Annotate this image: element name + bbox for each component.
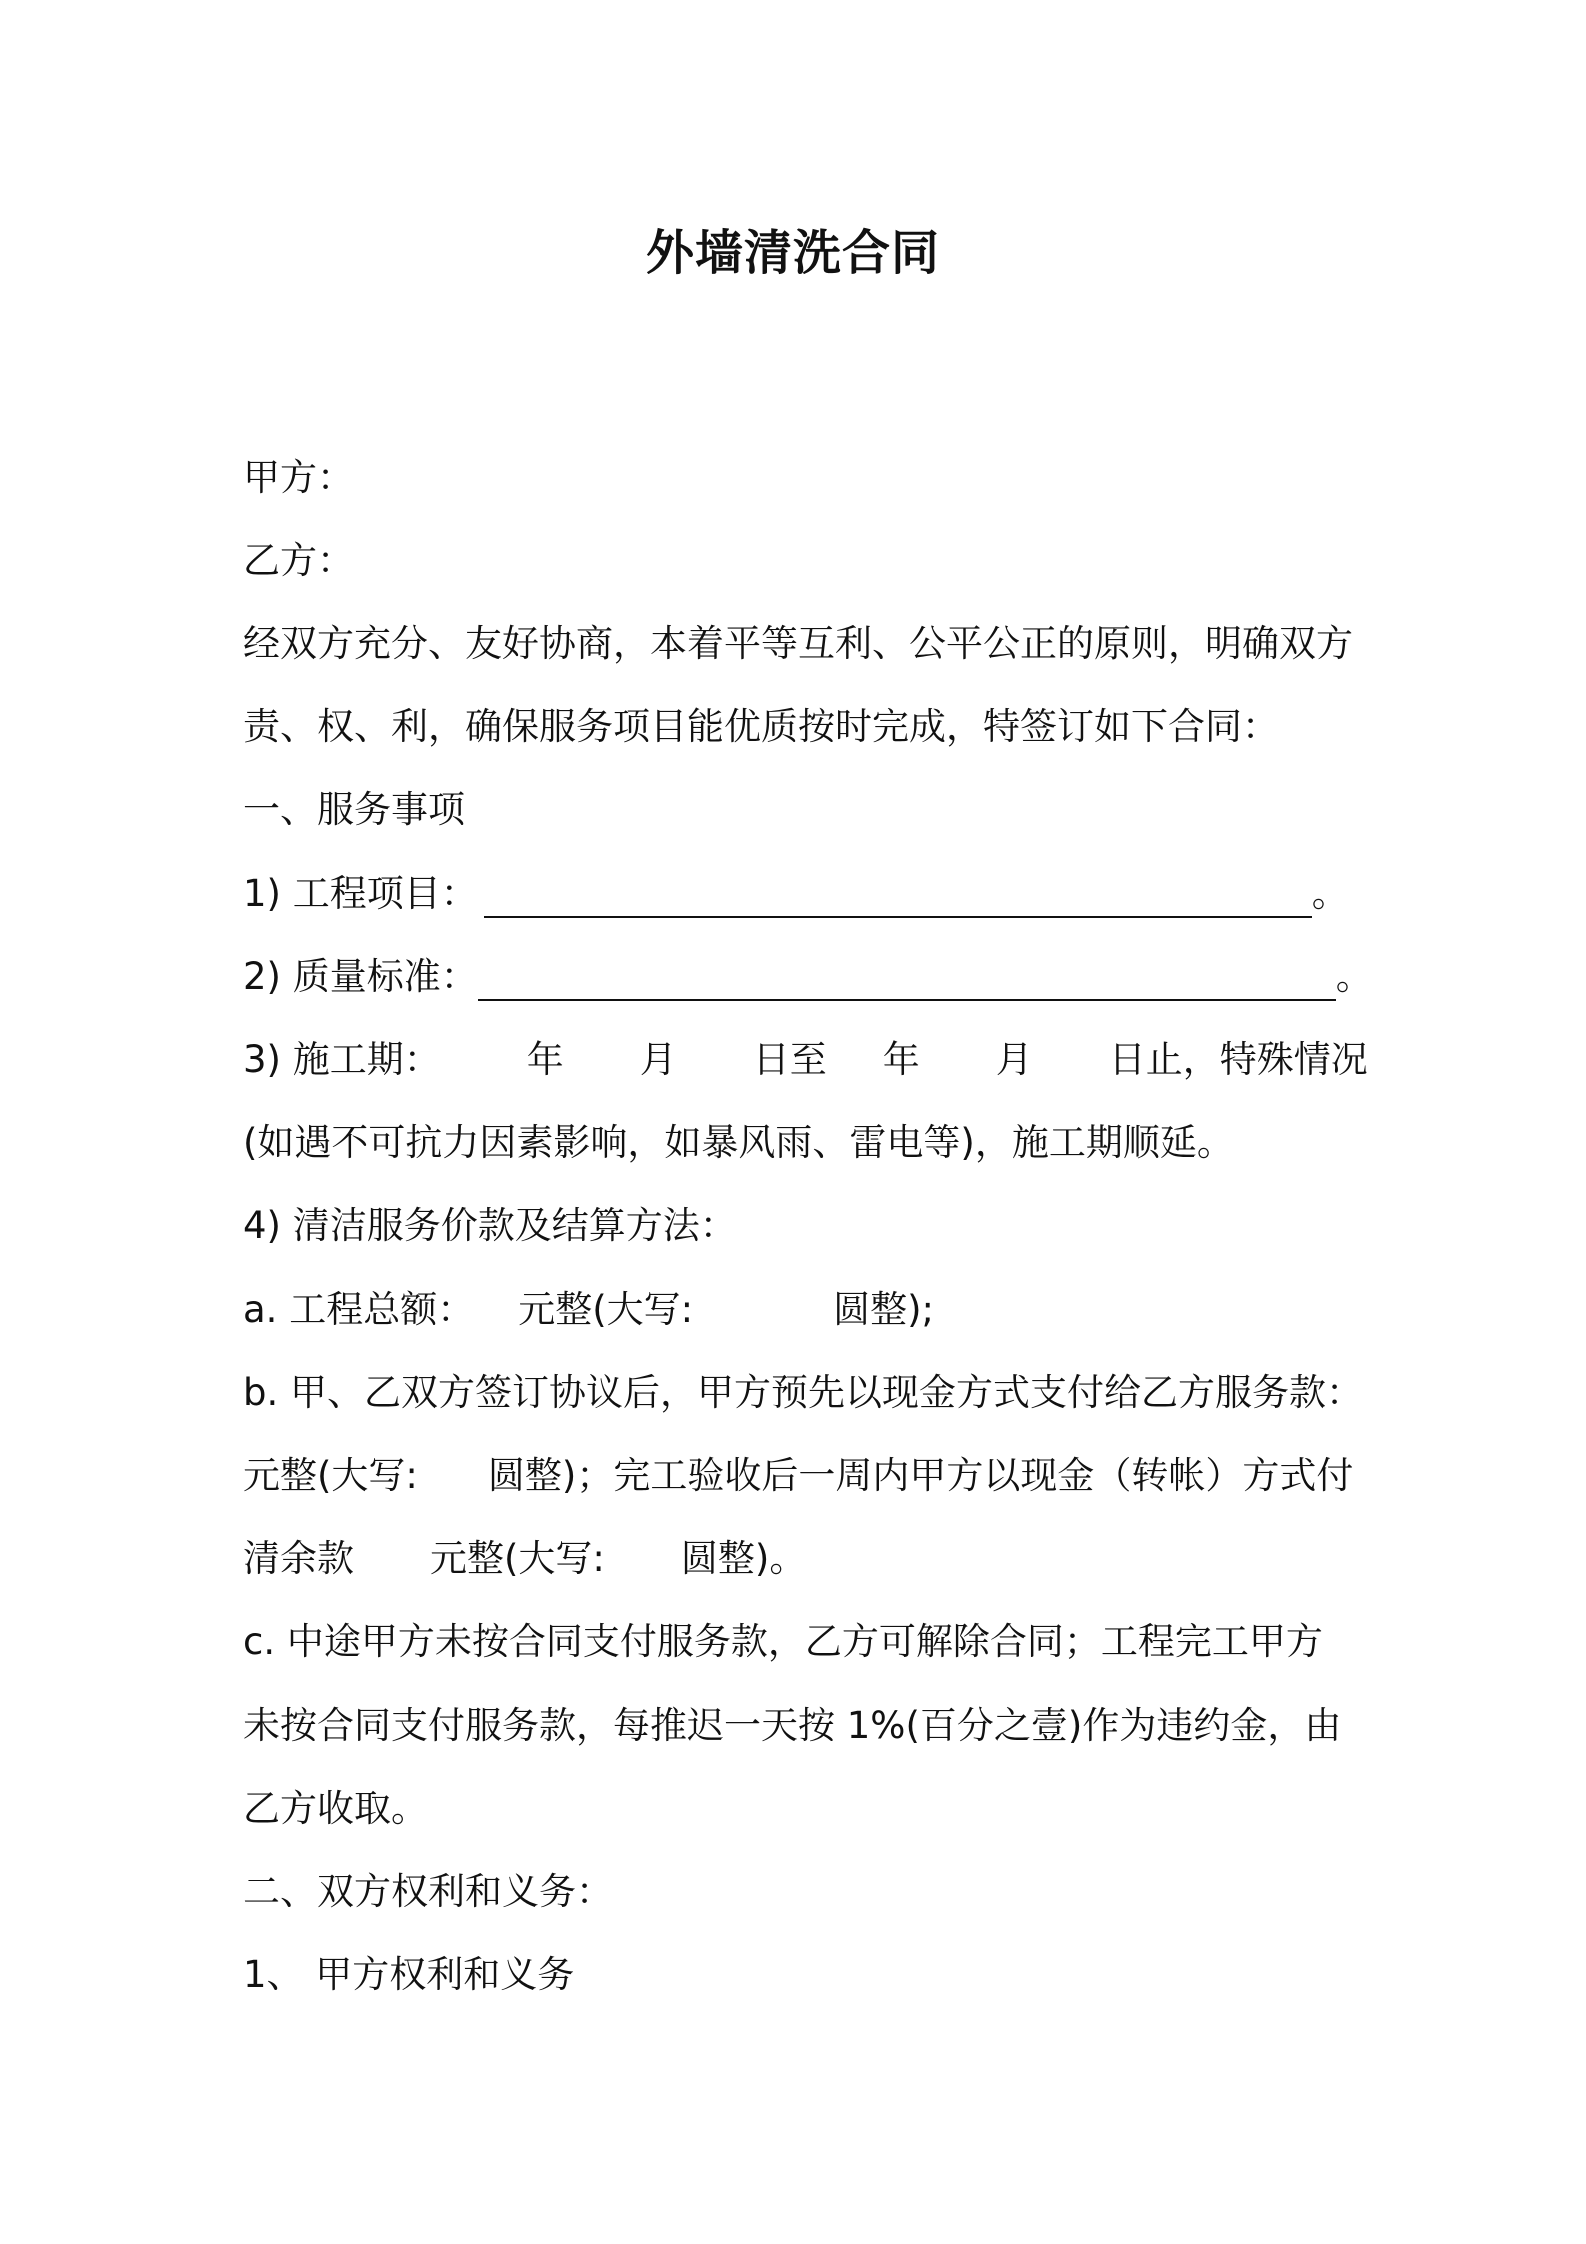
item-4-payment: 4) 清洁服务价款及结算方法： [243, 1204, 737, 1247]
clause-b-l3-part-1: 清余款 [243, 1537, 354, 1580]
clause-a-label: a. 工程总额： [243, 1288, 475, 1331]
clause-c-line-3: 乙方收取。 [243, 1787, 428, 1830]
item-2-blank [478, 959, 1336, 1001]
item-2-end: 。 [1335, 955, 1373, 998]
clause-a-part-2: 圆整); [833, 1288, 935, 1331]
clause-a [243, 1284, 1353, 1336]
item-3-month-1: 月 [639, 1038, 677, 1081]
clause-c-line-2: 未按合同支付服务款，每推迟一天按 1%(百分之壹)作为违约金，由 [243, 1704, 1342, 1747]
item-1-label: 1) 工程项目： [243, 872, 478, 915]
item-3-year-2: 年 [882, 1038, 920, 1081]
clause-b-line-3 [243, 1533, 1353, 1585]
document-title: 外墙清洗合同 [645, 225, 940, 281]
item-3-day-2: 日止，特殊情况 [1108, 1038, 1368, 1081]
item-1-project [243, 868, 1353, 920]
item-1-blank [484, 876, 1312, 918]
item-3-label: 3) 施工期： [243, 1038, 441, 1081]
clause-b-line-2 [243, 1450, 1353, 1502]
item-2-label: 2) 质量标准： [243, 955, 478, 998]
item-1-end: 。 [1311, 872, 1349, 915]
clause-b-l2-part-1: 元整(大写: [243, 1454, 418, 1497]
intro-line-2: 责、权、利，确保服务项目能优质按时完成，特签订如下合同： [243, 705, 1279, 748]
item-3-year-1: 年 [526, 1038, 564, 1081]
clause-a-part-1: 元整(大写: [518, 1288, 694, 1331]
party-a-line: 甲方： [243, 456, 354, 499]
intro-line-1: 经双方充分、友好协商，本着平等互利、公平公正的原则，明确双方 [243, 622, 1353, 665]
clause-b-l2-part-2: 圆整)；完工验收后一周内甲方以现金（转帐）方式付 [487, 1454, 1354, 1497]
party-b-line: 乙方： [243, 539, 354, 582]
clause-b-l3-part-2: 元整(大写: [430, 1537, 605, 1580]
item-3-day-1: 日至 [752, 1038, 827, 1081]
section-1-heading: 一、服务事项 [243, 788, 465, 831]
clause-b-line-1: b. 甲、乙双方签订协议后，甲方预先以现金方式支付给乙方服务款： [243, 1371, 1364, 1414]
item-3-line-2: (如遇不可抗力因素影响，如暴风雨、雷电等)，施工期顺延。 [243, 1121, 1234, 1164]
clause-c-line-1: c. 中途甲方未按合同支付服务款，乙方可解除合同；工程完工甲方 [243, 1620, 1323, 1663]
section-2-heading: 二、双方权利和义务： [243, 1870, 613, 1913]
item-3-period [243, 1034, 1368, 1086]
clause-b-l3-part-3: 圆整)。 [680, 1537, 807, 1580]
section-2-sub-1: 1、 甲方权利和义务 [243, 1953, 575, 1996]
item-2-quality [243, 951, 1373, 1003]
item-3-month-2: 月 [995, 1038, 1033, 1081]
